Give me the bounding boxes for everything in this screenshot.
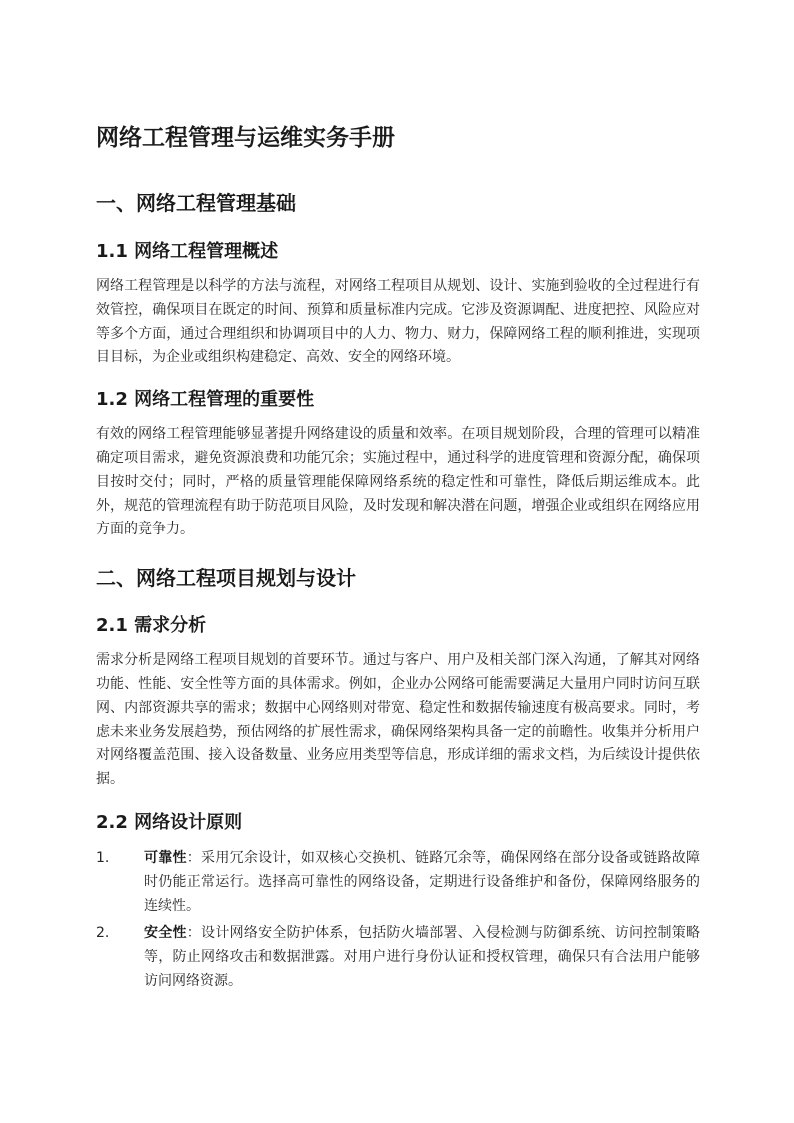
list-number: 2. <box>96 925 110 942</box>
subsection-heading: 2.1 需求分析 <box>96 615 207 637</box>
subsection-heading: 1.1 网络工程管理概述 <box>96 241 279 262</box>
numbered-list <box>96 847 700 994</box>
list-item-text: ：采用冗余设计，如双核心交换机、链路冗余等，确保网络在部分设备或链路故障时仍能正常运行。选择高可靠性的网络设备，定期进行设备维护和备份，保障网络服务的连续性。 <box>144 849 701 914</box>
list-item-term: 可靠性 <box>144 849 187 866</box>
section-heading: 二、网络工程项目规划与设计 <box>96 566 356 591</box>
document-page <box>96 118 700 994</box>
paragraph: 需求分析是网络工程项目规划的首要环节。通过与客户、用户及相关部门深入沟通，了解其对网络功能、性能、安全性等方面的具体需求。例如，企业办公网络可能需要满足大量用户同时访问互联网、内部资源共享的需求；数据中心网络则对带宽、稳定性和数据传输速度有极高要求。同时，考虑未来业务发展趋势，预估网络的扩展性需求，确保网络架构具备一定的前瞻性。收集并分析用户对网络覆盖范围、接入设备数量、业务应用类型等信息，形成详细的需求文档，为后续设计提供依据。 <box>96 652 700 788</box>
paragraph: 有效的网络工程管理能够显著提升网络建设的质量和效率。在项目规划阶段，合理的管理可以精准确定项目需求，避免资源浪费和功能冗余；实施过程中，通过科学的进度管理和资源分配，确保项目按时交付；同时，严格的质量管理能保障网络系统的稳定性和可靠性，降低后期运维成本。此外，规范的管理流程有助于防范项目风险，及时发现和解决潜在问题，增强企业或组织在网络应用方面的竞争力。 <box>96 426 700 538</box>
subsection-heading: 1.2 网络工程管理的重要性 <box>96 389 315 411</box>
list-item <box>96 847 700 918</box>
paragraph: 网络工程管理是以科学的方法与流程，对网络工程项目从规划、设计、实施到验收的全过程进行有效管控，确保项目在既定的时间、预算和质量标准内完成。它涉及资源调配、进度把控、风险应对等多个方面，通过合理组织和协调项目中的人力、物力、财力，保障网络工程的顺利推进，实现项目目标，为企业或组织构建稳定、高效、安全的网络环境。 <box>96 278 700 366</box>
list-item-term: 安全性 <box>144 925 187 942</box>
subsection-heading: 2.2 网络设计原则 <box>96 811 243 833</box>
document-title: 网络工程管理与运维实务手册 <box>96 125 395 151</box>
list-item-text: ：设计网络安全防护体系，包括防火墙部署、入侵检测与防御系统、访问控制策略等，防止网络攻击和数据泄露。对用户进行身份认证和授权管理，确保只有合法用户能够访问网络资源。 <box>144 925 701 989</box>
list-number: 1. <box>96 849 110 866</box>
section-heading: 一、网络工程管理基础 <box>96 191 296 215</box>
list-item <box>96 922 700 993</box>
